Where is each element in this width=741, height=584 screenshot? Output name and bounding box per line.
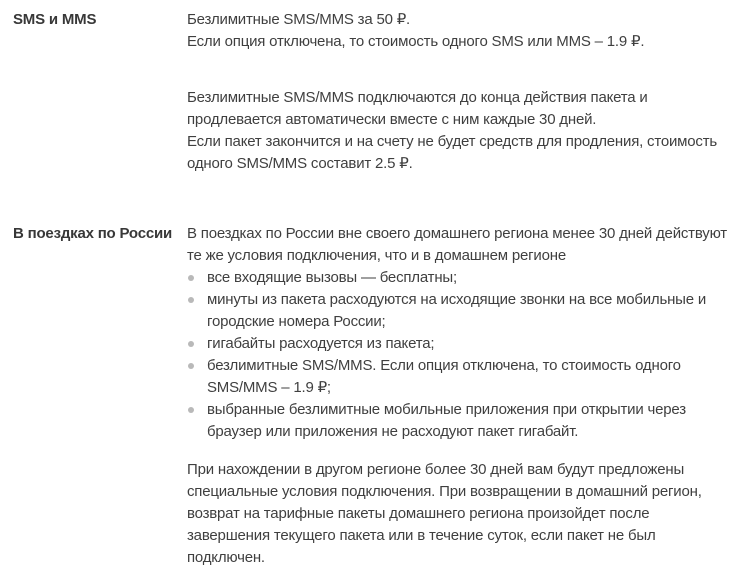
paragraph: Безлимитные SMS/MMS подключаются до конца действия пакета и продлевается автоматически вместе с ним каждые 30 дней. Если пакет закончится и на счету не будет средств для продления, стоимость одного SMS/MMS составит 2.5 ₽. <box>187 89 718 172</box>
bullet-icon <box>188 297 194 303</box>
bullet-item: гигабайты расходуется из пакета; <box>187 333 731 355</box>
bullet-list <box>187 267 731 443</box>
section-label-sms-mms: SMS и MMS <box>13 11 97 28</box>
section-label-travel-russia: В поездках по России <box>13 225 173 242</box>
bullet-icon <box>188 341 194 347</box>
section-sms-mms <box>13 9 731 175</box>
bullet-item: все входящие вызовы — бесплатны; <box>187 267 731 289</box>
section-travel-russia <box>13 223 731 569</box>
section-content-sms-mms <box>187 9 731 175</box>
bullet-icon <box>188 275 194 281</box>
paragraph: При нахождении в другом регионе более 30 дней вам будут предложены специальные условия подключения. При возвращении в домашний регион, возврат на тарифные пакеты домашнего региона произойдет после завершения текущего пакета или в течение суток, если пакет не был подключен. <box>187 461 702 566</box>
bullet-icon <box>188 363 194 369</box>
paragraph: Безлимитные SMS/MMS за 50 ₽. Если опция отключена, то стоимость одного SMS или MMS – 1.9 ₽. <box>187 11 645 50</box>
bullet-item: выбранные безлимитные мобильные приложения при открытии через браузер или приложения не расходуют пакет гигабайт. <box>187 399 731 443</box>
bullet-icon <box>188 407 194 413</box>
bullet-item: безлимитные SMS/MMS. Если опция отключена, то стоимость одного SMS/MMS – 1.9 ₽; <box>187 355 731 399</box>
bullet-item: минуты из пакета расходуются на исходящие звонки на все мобильные и городские номера России; <box>187 289 731 333</box>
paragraph: В поездках по России вне своего домашнего региона менее 30 дней действуют те же условия подключения, что и в домашнем регионе <box>187 225 727 264</box>
section-content-travel-russia <box>187 223 731 569</box>
